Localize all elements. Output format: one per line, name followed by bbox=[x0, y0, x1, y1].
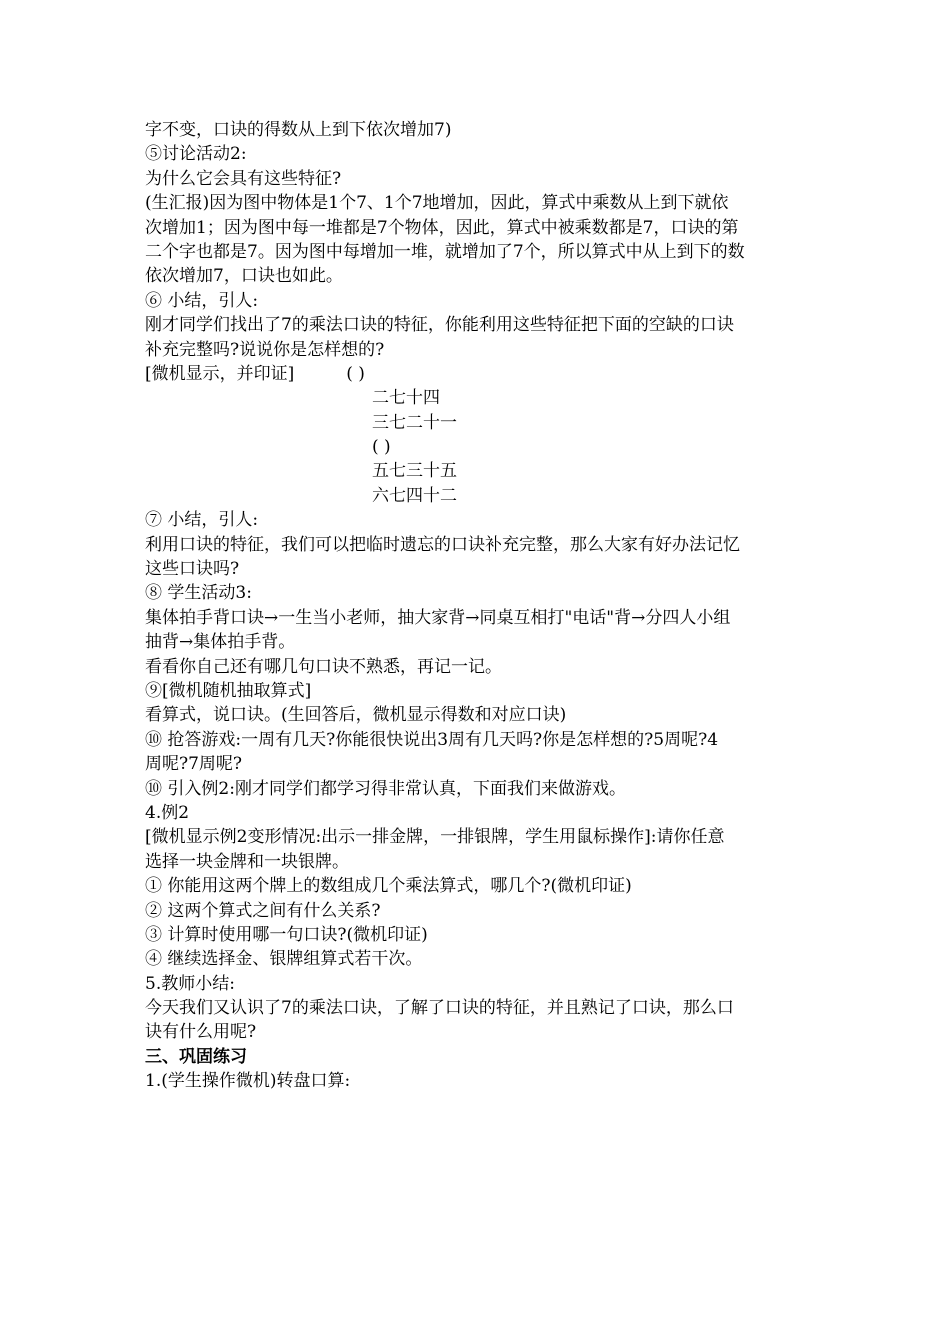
text-line: ③ 计算时使用哪一句口诀?(微机印证) bbox=[145, 924, 428, 945]
text-line: ⑤讨论活动2: bbox=[145, 144, 247, 165]
text-line: 周呢?7周呢? bbox=[145, 754, 243, 775]
text-line: 选择一块金牌和一块银牌。 bbox=[145, 851, 349, 872]
text-line: 这些口诀吗? bbox=[145, 559, 240, 580]
document-page bbox=[145, 118, 815, 1094]
text-line: 依次增加7，口诀也如此。 bbox=[145, 266, 343, 287]
section-number: 4.例2 bbox=[145, 802, 190, 823]
rhyme-line: 二七十四 bbox=[372, 388, 440, 409]
display-note: [微机显示，并印证] bbox=[145, 363, 295, 384]
blank-rhyme: ( ) bbox=[372, 437, 391, 458]
text-line: [微机显示例2变形情况:出示一排金牌，一排银牌，学生用鼠标操作]:请你任意 bbox=[145, 827, 725, 848]
text-line: ⑩ 抢答游戏:一周有几天?你能很快说出3周有几天吗?你是怎样想的?5周呢?4 bbox=[145, 729, 719, 750]
text-line: 利用口诀的特征，我们可以把临时遗忘的口诀补充完整，那么大家有好办法记忆 bbox=[145, 534, 740, 555]
text-line bbox=[145, 362, 815, 386]
text-line: ① 你能用这两个牌上的数组成几个乘法算式，哪几个?(微机印证) bbox=[145, 876, 632, 897]
blank-rhyme: ( ) bbox=[346, 363, 365, 384]
text-line: 刚才同学们找出了7的乘法口诀的特征，你能利用这些特征把下面的空缺的口诀 bbox=[145, 315, 734, 336]
rhyme-line: 五七三十五 bbox=[372, 461, 457, 482]
text-line: ⑧ 学生活动3: bbox=[145, 583, 252, 604]
text-line: ② 这两个算式之间有什么关系? bbox=[145, 900, 381, 921]
text-line: ⑥ 小结，引人: bbox=[145, 290, 259, 311]
section-heading: 三、巩固练习 bbox=[145, 1046, 247, 1067]
text-line: 诀有什么用呢? bbox=[145, 1022, 257, 1043]
text-line: 二个字也都是7。因为图中每增加一堆，就增加了7个，所以算式中从上到下的数 bbox=[145, 241, 745, 262]
text-line: 字不变，口诀的得数从上到下依次增加7) bbox=[145, 120, 452, 140]
text-line: ⑩ 引入例2:刚才同学们都学习得非常认真，下面我们来做游戏。 bbox=[145, 778, 626, 799]
text-line: 集体拍手背口诀→一生当小老师，抽大家背→同桌互相打"电话"背→分四人小组 bbox=[145, 607, 731, 628]
text-line: (生汇报)因为图中物体是1个7、1个7地增加，因此，算式中乘数从上到下就依 bbox=[145, 193, 729, 214]
section-number: 5.教师小结: bbox=[145, 973, 235, 994]
text-line: ④ 继续选择金、银牌组算式若干次。 bbox=[145, 949, 423, 970]
rhyme-line: 三七二十一 bbox=[372, 412, 457, 433]
text-line: 1.(学生操作微机)转盘口算: bbox=[145, 1071, 351, 1092]
text-line: 补充完整吗?说说你是怎样想的? bbox=[145, 339, 385, 360]
text-line: 为什么它会具有这些特征? bbox=[145, 168, 342, 189]
rhyme-line: 六七四十二 bbox=[372, 485, 457, 506]
text-line: ⑨[微机随机抽取算式] bbox=[145, 680, 312, 701]
text-line: 抽背→集体拍手背。 bbox=[145, 632, 296, 653]
text-line: 次增加1；因为图中每一堆都是7个物体，因此，算式中被乘数都是7，口诀的第 bbox=[145, 217, 739, 238]
text-line: 今天我们又认识了7的乘法口诀，了解了口诀的特征，并且熟记了口诀，那么口 bbox=[145, 998, 734, 1019]
text-line: 看看你自己还有哪几句口诀不熟悉，再记一记。 bbox=[145, 656, 502, 677]
text-line: 看算式，说口诀。(生回答后，微机显示得数和对应口诀) bbox=[145, 705, 567, 726]
text-line: ⑦ 小结，引人: bbox=[145, 510, 259, 531]
